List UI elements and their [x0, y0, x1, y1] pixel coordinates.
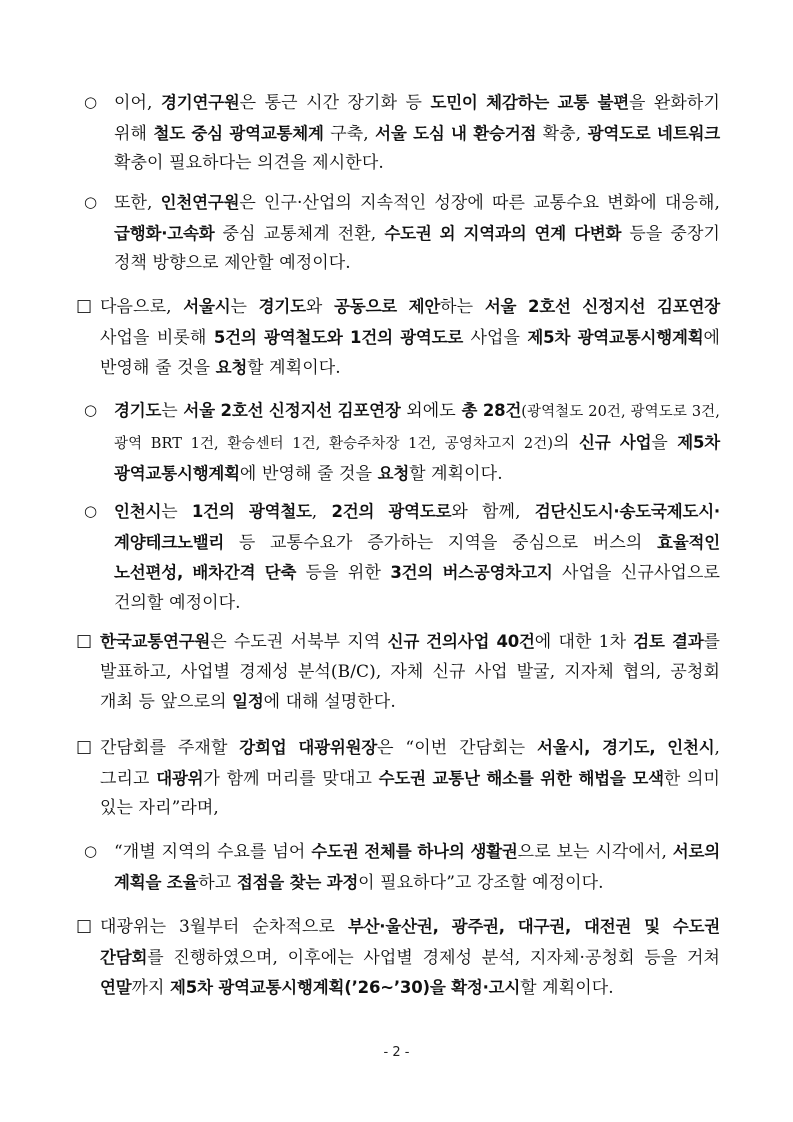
paragraph-incheon-projects: [84, 497, 720, 618]
paragraph-text: 간담회를 주재할 강희업 대광위원장은 “이번 간담회는 서울시, 경기도, 인천시, 그리고 대광위가 함께 머리를 맞대고 수도권 교통난 해소를 위한 해법을 모색한 의미 있는 자리”라며,: [100, 738, 721, 818]
paragraph-chairman-remarks: [76, 733, 720, 824]
circle-bullet-icon: ○: [84, 842, 98, 860]
paragraph-seoul-proposal: [76, 292, 720, 384]
circle-bullet-icon: ○: [84, 502, 98, 520]
paragraph-text: 또한, 인천연구원은 인구·산업의 지속적인 성장에 따른 교통수요 변화에 대응해, 급행화·고속화 중심 교통체계 전환, 수도권 외 지역과의 연계 다변화 등을 중장기 정책 방향으로 제안할 예정이다.: [114, 193, 720, 273]
paragraph-schedule: [76, 912, 720, 1004]
paragraph-incheon-research: [84, 188, 720, 279]
paragraph-text: 경기도는 서울 2호선 신정지선 김포연장 외에도 총 28건(광역철도 20건, 광역도로 3건, 광역 BRT 1건, 환승센터 1건, 환승주차장 1건, 공영차고지 2건)의 신규 사업을 제5차 광역교통시행계획에 반영해 줄 것을 요청할 계획이다.: [114, 401, 720, 484]
paragraph-text: 대광위는 3월부터 순차적으로 부산·울산권, 광주권, 대구권, 대전권 및 수도권 간담회를 진행하였으며, 이후에는 사업별 경제성 분석, 지자체·공청회 등을 거쳐 연말까지 제5차 광역교통시행계획(’26~’30)을 확정·고시할 계획이다.: [100, 917, 720, 998]
paragraph-gyeonggi-research: [84, 88, 720, 179]
paragraph-text: 다음으로, 서울시는 경기도와 공동으로 제안하는 서울 2호선 신정지선 김포연장 사업을 비롯해 5건의 광역철도와 1건의 광역도로 사업을 제5차 광역교통시행계획에 반영해 줄 것을 요청할 계획이다.: [100, 297, 721, 378]
paragraph-chairman-quote: [84, 837, 720, 898]
paragraph-text: “개별 지역의 수요를 넘어 수도권 전체를 하나의 생활권으로 보는 시각에서, 서로의 계획을 조율하고 접점을 찾는 과정이 필요하다”고 강조할 예정이다.: [114, 842, 720, 893]
square-bullet-icon: □: [76, 296, 93, 316]
paragraph-text: 한국교통연구원은 수도권 서북부 지역 신규 건의사업 40건에 대한 1차 검토 결과를 발표하고, 사업별 경제성 분석(B/C), 자체 신규 사업 발굴, 지자체 협의, 공청회 개최 등 앞으로의 일정에 대해 설명한다.: [100, 632, 720, 712]
circle-bullet-icon: ○: [84, 401, 98, 419]
page-number: - 2 -: [383, 1045, 410, 1060]
paragraph-text: 이어, 경기연구원은 통근 시간 장기화 등 도민이 체감하는 교통 불편을 완화하기 위해 철도 중심 광역교통체계 구축, 서울 도심 내 환승거점 확충, 광역도로 네트워크 확충이 필요하다는 의견을 제시한다.: [114, 93, 720, 173]
circle-bullet-icon: ○: [84, 93, 98, 111]
paragraph-gyeonggi-projects: [84, 396, 720, 490]
square-bullet-icon: □: [76, 916, 93, 936]
circle-bullet-icon: ○: [84, 193, 98, 211]
square-bullet-icon: □: [76, 737, 93, 757]
square-bullet-icon: □: [76, 631, 93, 651]
paragraph-text: 인천시는 1건의 광역철도, 2건의 광역도로와 함께, 검단신도시·송도국제도시·계양테크노밸리 등 교통수요가 증가하는 지역을 중심으로 버스의 효율적인 노선편성, 배차간격 단축 등을 위한 3건의 버스공영차고지 사업을 신규사업으로 건의할 예정이다.: [114, 502, 720, 613]
paragraph-koti-review: [76, 627, 720, 718]
